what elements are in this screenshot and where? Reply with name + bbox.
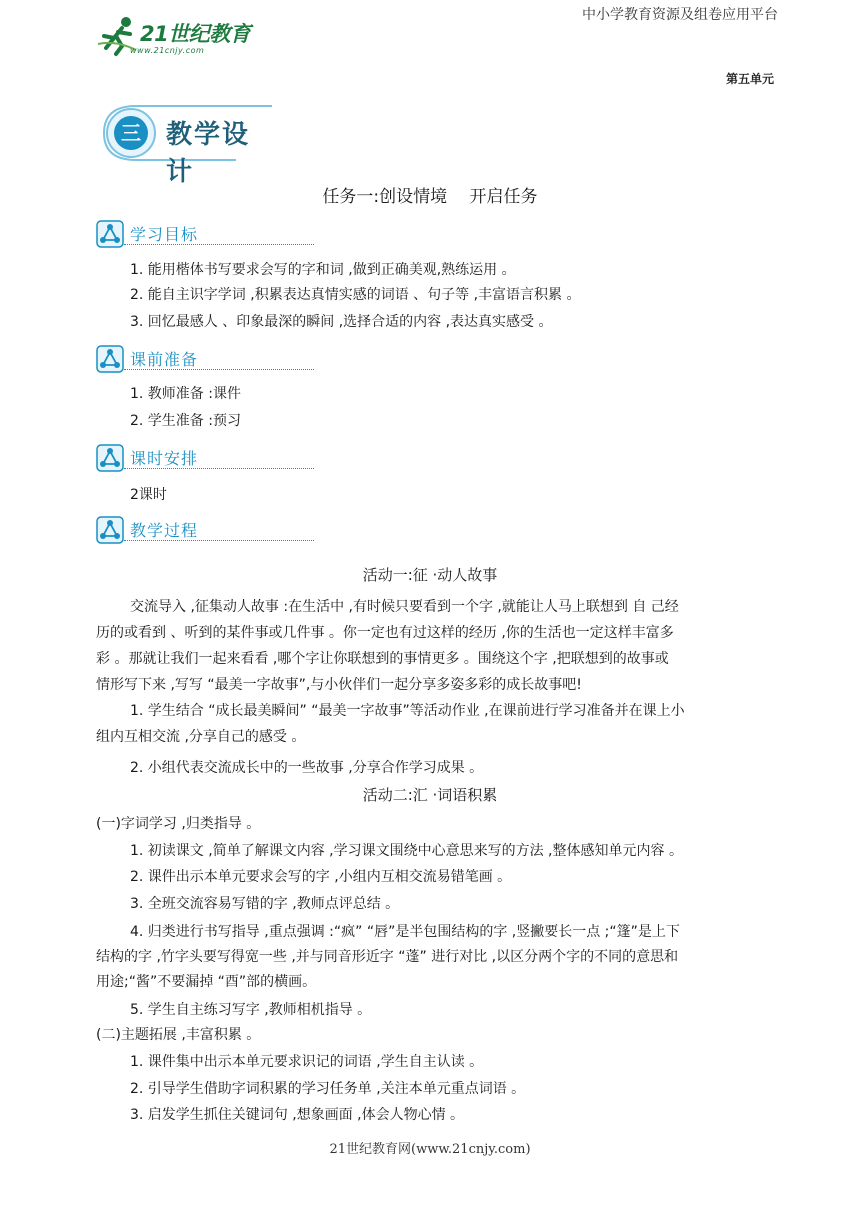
banner-title: 教学设计: [166, 120, 251, 187]
list-item: 2. 引导学生借助字词积累的学习任务单 ,关注本单元重点词语 。: [130, 1081, 526, 1097]
page-footer: 21世纪教育网(www.21cnjy.com): [329, 1142, 531, 1157]
activity-title: 活动二:汇 ·词语积累: [362, 786, 498, 804]
list-item: 3. 启发学生抓住关键词句 ,想象画面 ,体会人物心情 。: [130, 1107, 465, 1123]
molecule-icon: [96, 516, 124, 544]
section-divider: [124, 468, 314, 469]
section-banner: [96, 100, 276, 187]
paragraph-line: 彩 。那就让我们一起来看看 ,哪个字让你联想到的事情更多 。围绕这个字 ,把联想到的故事或: [96, 651, 669, 667]
list-item: 2. 课件出示本单元要求会写的字 ,小组内互相交流易错笔画 。: [130, 869, 512, 885]
activity-title: 活动一:征 ·动人故事: [362, 566, 498, 584]
platform-name: 中小学教育资源及组卷应用平台: [582, 7, 778, 23]
prep-item: 2. 学生准备 :预习: [130, 413, 241, 429]
sub-heading: (二)主题拓展 ,丰富积累 。: [96, 1027, 261, 1043]
paragraph-line: 组内互相交流 ,分享自己的感受 。: [96, 729, 306, 745]
logo-url: www.21cnjy.com: [130, 46, 205, 55]
task-title: 任务一:创设情境 开启任务: [322, 187, 538, 207]
paragraph-line: 4. 归类进行书写指导 ,重点强调 :“疯” “唇”是半包围结构的字 ,竖撇要长一点 ;“篷”是上下: [130, 924, 680, 940]
goal-item: 2. 能自主识字学词 ,积累表达真情实感的词语 、句子等 ,丰富语言积累 。: [130, 287, 581, 303]
section-divider: [124, 244, 314, 245]
paragraph-line: 1. 学生结合 “成长最美瞬间” “最美一字故事”等活动作业 ,在课前进行学习准备并在课上小: [130, 703, 685, 719]
goal-item: 3. 回忆最感人 、印象最深的瞬间 ,选择合适的内容 ,表达真实感受 。: [130, 314, 553, 330]
paragraph-line: 情形写下来 ,写写 “最美一字故事”,与小伙伴们一起分享多姿多彩的成长故事吧!: [96, 677, 582, 693]
list-item: 1. 初读课文 ,简单了解课文内容 ,学习课文围绕中心意思来写的方法 ,整体感知单元内容 。: [130, 843, 683, 859]
paragraph-line: 结构的字 ,竹字头要写得宽一些 ,并与同音形近字 “蓬” 进行对比 ,以区分两个字的不同的意思和: [96, 949, 679, 965]
goal-item: 1. 能用楷体书写要求会写的字和词 ,做到正确美观,熟练运用 。: [130, 262, 516, 278]
molecule-icon: [96, 220, 124, 248]
banner-number: 三: [114, 116, 148, 150]
section-label: 课时安排: [130, 449, 199, 468]
list-item: 5. 学生自主练习写字 ,教师相机指导 。: [130, 1002, 372, 1018]
list-item: 3. 全班交流容易写错的字 ,教师点评总结 。: [130, 896, 400, 912]
schedule-text: 2课时: [130, 487, 167, 503]
molecule-icon: [96, 345, 124, 373]
unit-label: 第五单元: [725, 72, 774, 86]
section-divider: [124, 540, 314, 541]
paragraph-line: 历的或看到 、听到的某件事或几件事 。你一定也有过这样的经历 ,你的生活也一定这样丰富多: [96, 625, 674, 641]
paragraph-line: 用途;“酱”不要漏掉 “酉”部的横画。: [96, 974, 317, 990]
list-item: 2. 小组代表交流成长中的一些故事 ,分享合作学习成果 。: [130, 760, 484, 776]
molecule-icon: [96, 444, 124, 472]
section-label: 课前准备: [130, 350, 199, 369]
section-label: 教学过程: [130, 521, 199, 540]
sub-heading: (一)字词学习 ,归类指导 。: [96, 816, 261, 832]
list-item: 1. 课件集中出示本单元要求识记的词语 ,学生自主认读 。: [130, 1054, 484, 1070]
site-logo: [96, 14, 256, 58]
section-divider: [124, 369, 314, 370]
logo-text: 21世纪教育: [140, 22, 251, 46]
paragraph-line: 交流导入 ,征集动人故事 :在生活中 ,有时候只要看到一个字 ,就能让人马上联想到 自 己经: [130, 599, 679, 615]
prep-item: 1. 教师准备 :课件: [130, 386, 241, 402]
section-label: 学习目标: [130, 225, 199, 244]
